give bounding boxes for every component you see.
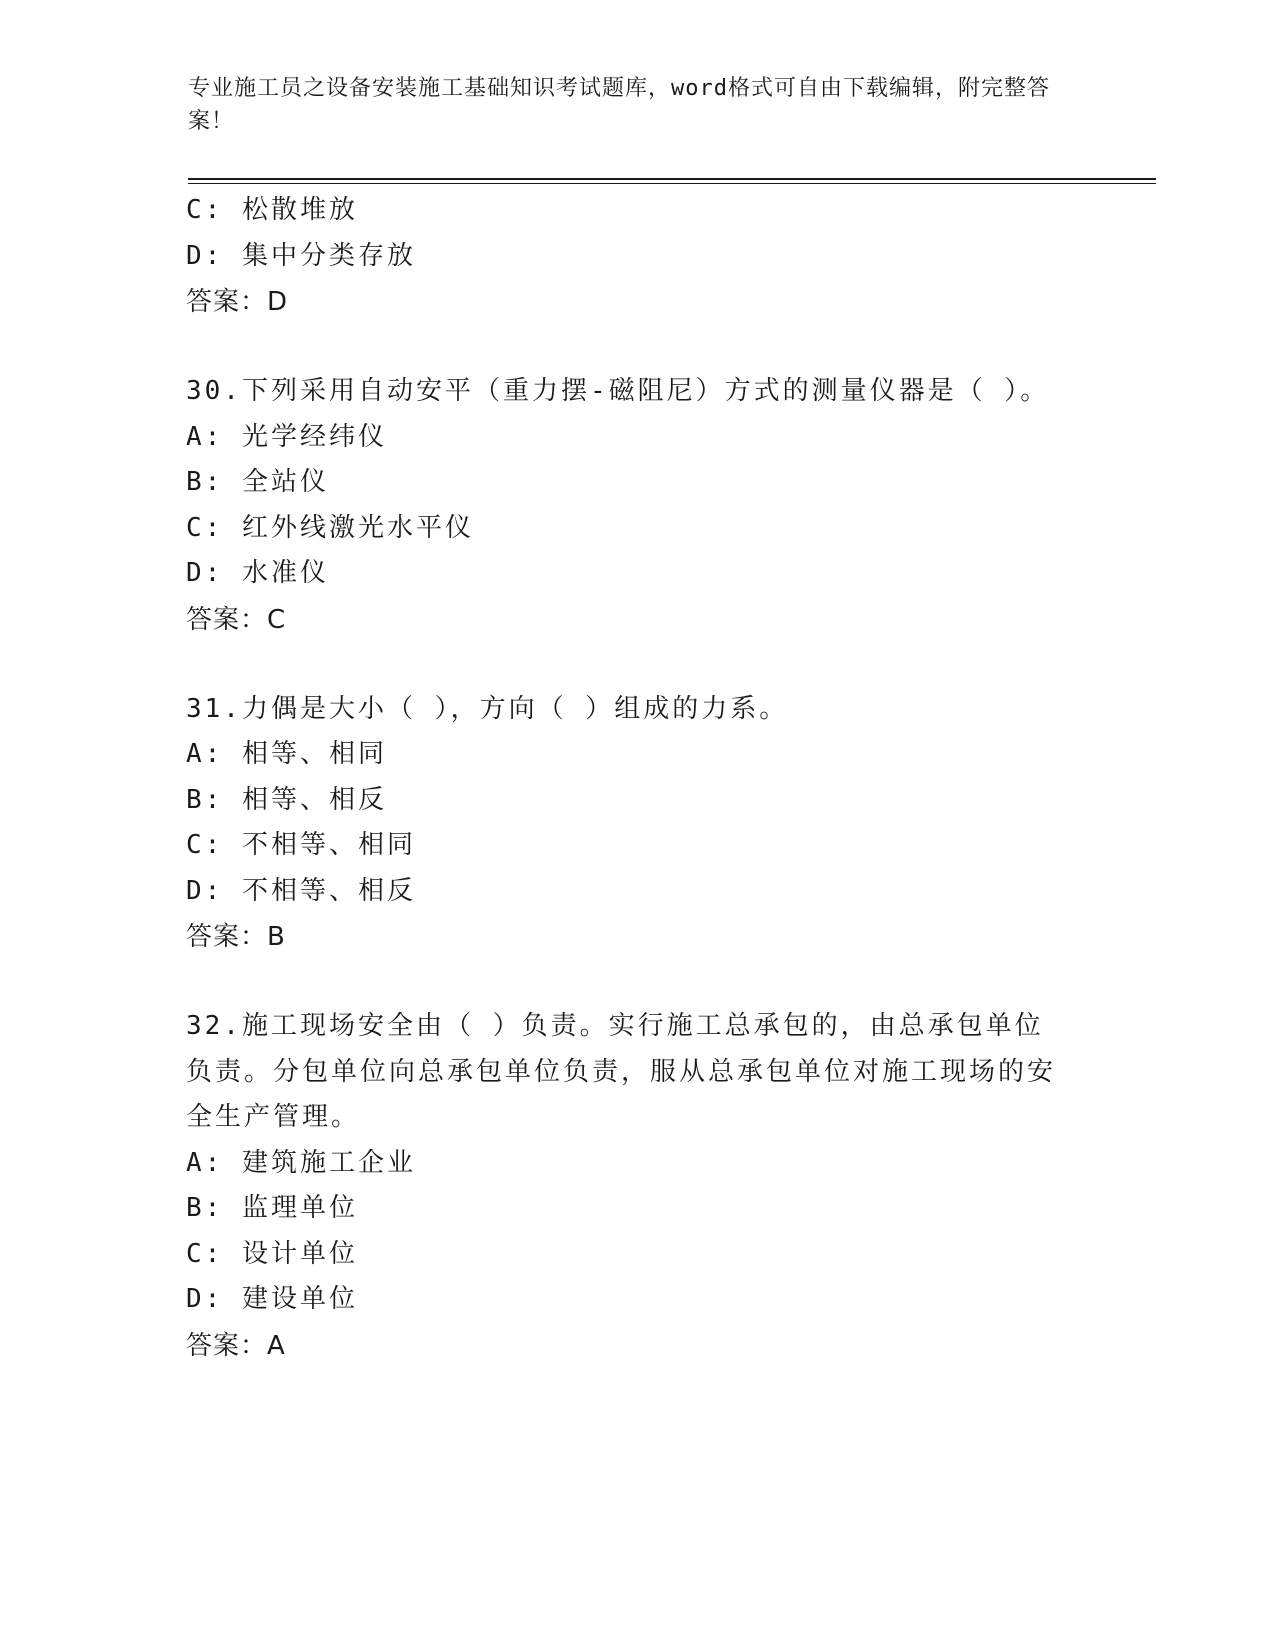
question-stem: 32.施工现场安全由（ ）负责。实行施工总承包的，由总承包单位负责。分包单位向总承包单位负责，服从总承包单位对施工现场的安全生产管理。 xyxy=(186,1011,1057,1132)
answer-line: 答案：C xyxy=(186,604,287,635)
answer-line: 答案：D xyxy=(186,287,289,317)
option-a: A: 建筑施工企业 xyxy=(186,1147,416,1178)
option-c: C: 松散堆放 xyxy=(186,195,358,225)
option-d: D: 集中分类存放 xyxy=(186,240,416,271)
prev-question-block xyxy=(186,188,1086,326)
question-block-31 xyxy=(186,687,1086,962)
option-b: B: 全站仪 xyxy=(186,467,329,497)
answer-line: 答案：A xyxy=(186,1330,286,1361)
question-block-30 xyxy=(186,369,1086,644)
question-stem: 31.力偶是大小（ ），方向（ ）组成的力系。 xyxy=(186,693,789,724)
option-c: C: 设计单位 xyxy=(186,1238,358,1269)
option-d: D: 不相等、相反 xyxy=(186,875,416,906)
option-b: B: 相等、相反 xyxy=(186,784,387,815)
question-list xyxy=(186,188,1086,1370)
header-divider xyxy=(188,178,1156,180)
option-a: A: 光学经纬仪 xyxy=(186,421,387,452)
option-d: D: 水准仪 xyxy=(186,558,329,588)
option-a: A: 相等、相同 xyxy=(186,739,387,769)
answer-line: 答案：B xyxy=(186,922,286,952)
option-d: D: 建设单位 xyxy=(186,1284,358,1314)
option-b: B: 监理单位 xyxy=(186,1193,358,1223)
question-stem: 30.下列采用自动安平（重力摆-磁阻尼）方式的测量仪器是（ ）。 xyxy=(186,376,1050,406)
option-c: C: 红外线激光水平仪 xyxy=(186,512,474,543)
document-header: 专业施工员之设备安装施工基础知识考试题库，word格式可自由下载编辑，附完整答案！ xyxy=(188,76,1050,134)
header-divider-thin xyxy=(188,183,1156,184)
option-c: C: 不相等、相同 xyxy=(186,830,416,860)
question-block-32 xyxy=(186,1004,1086,1370)
